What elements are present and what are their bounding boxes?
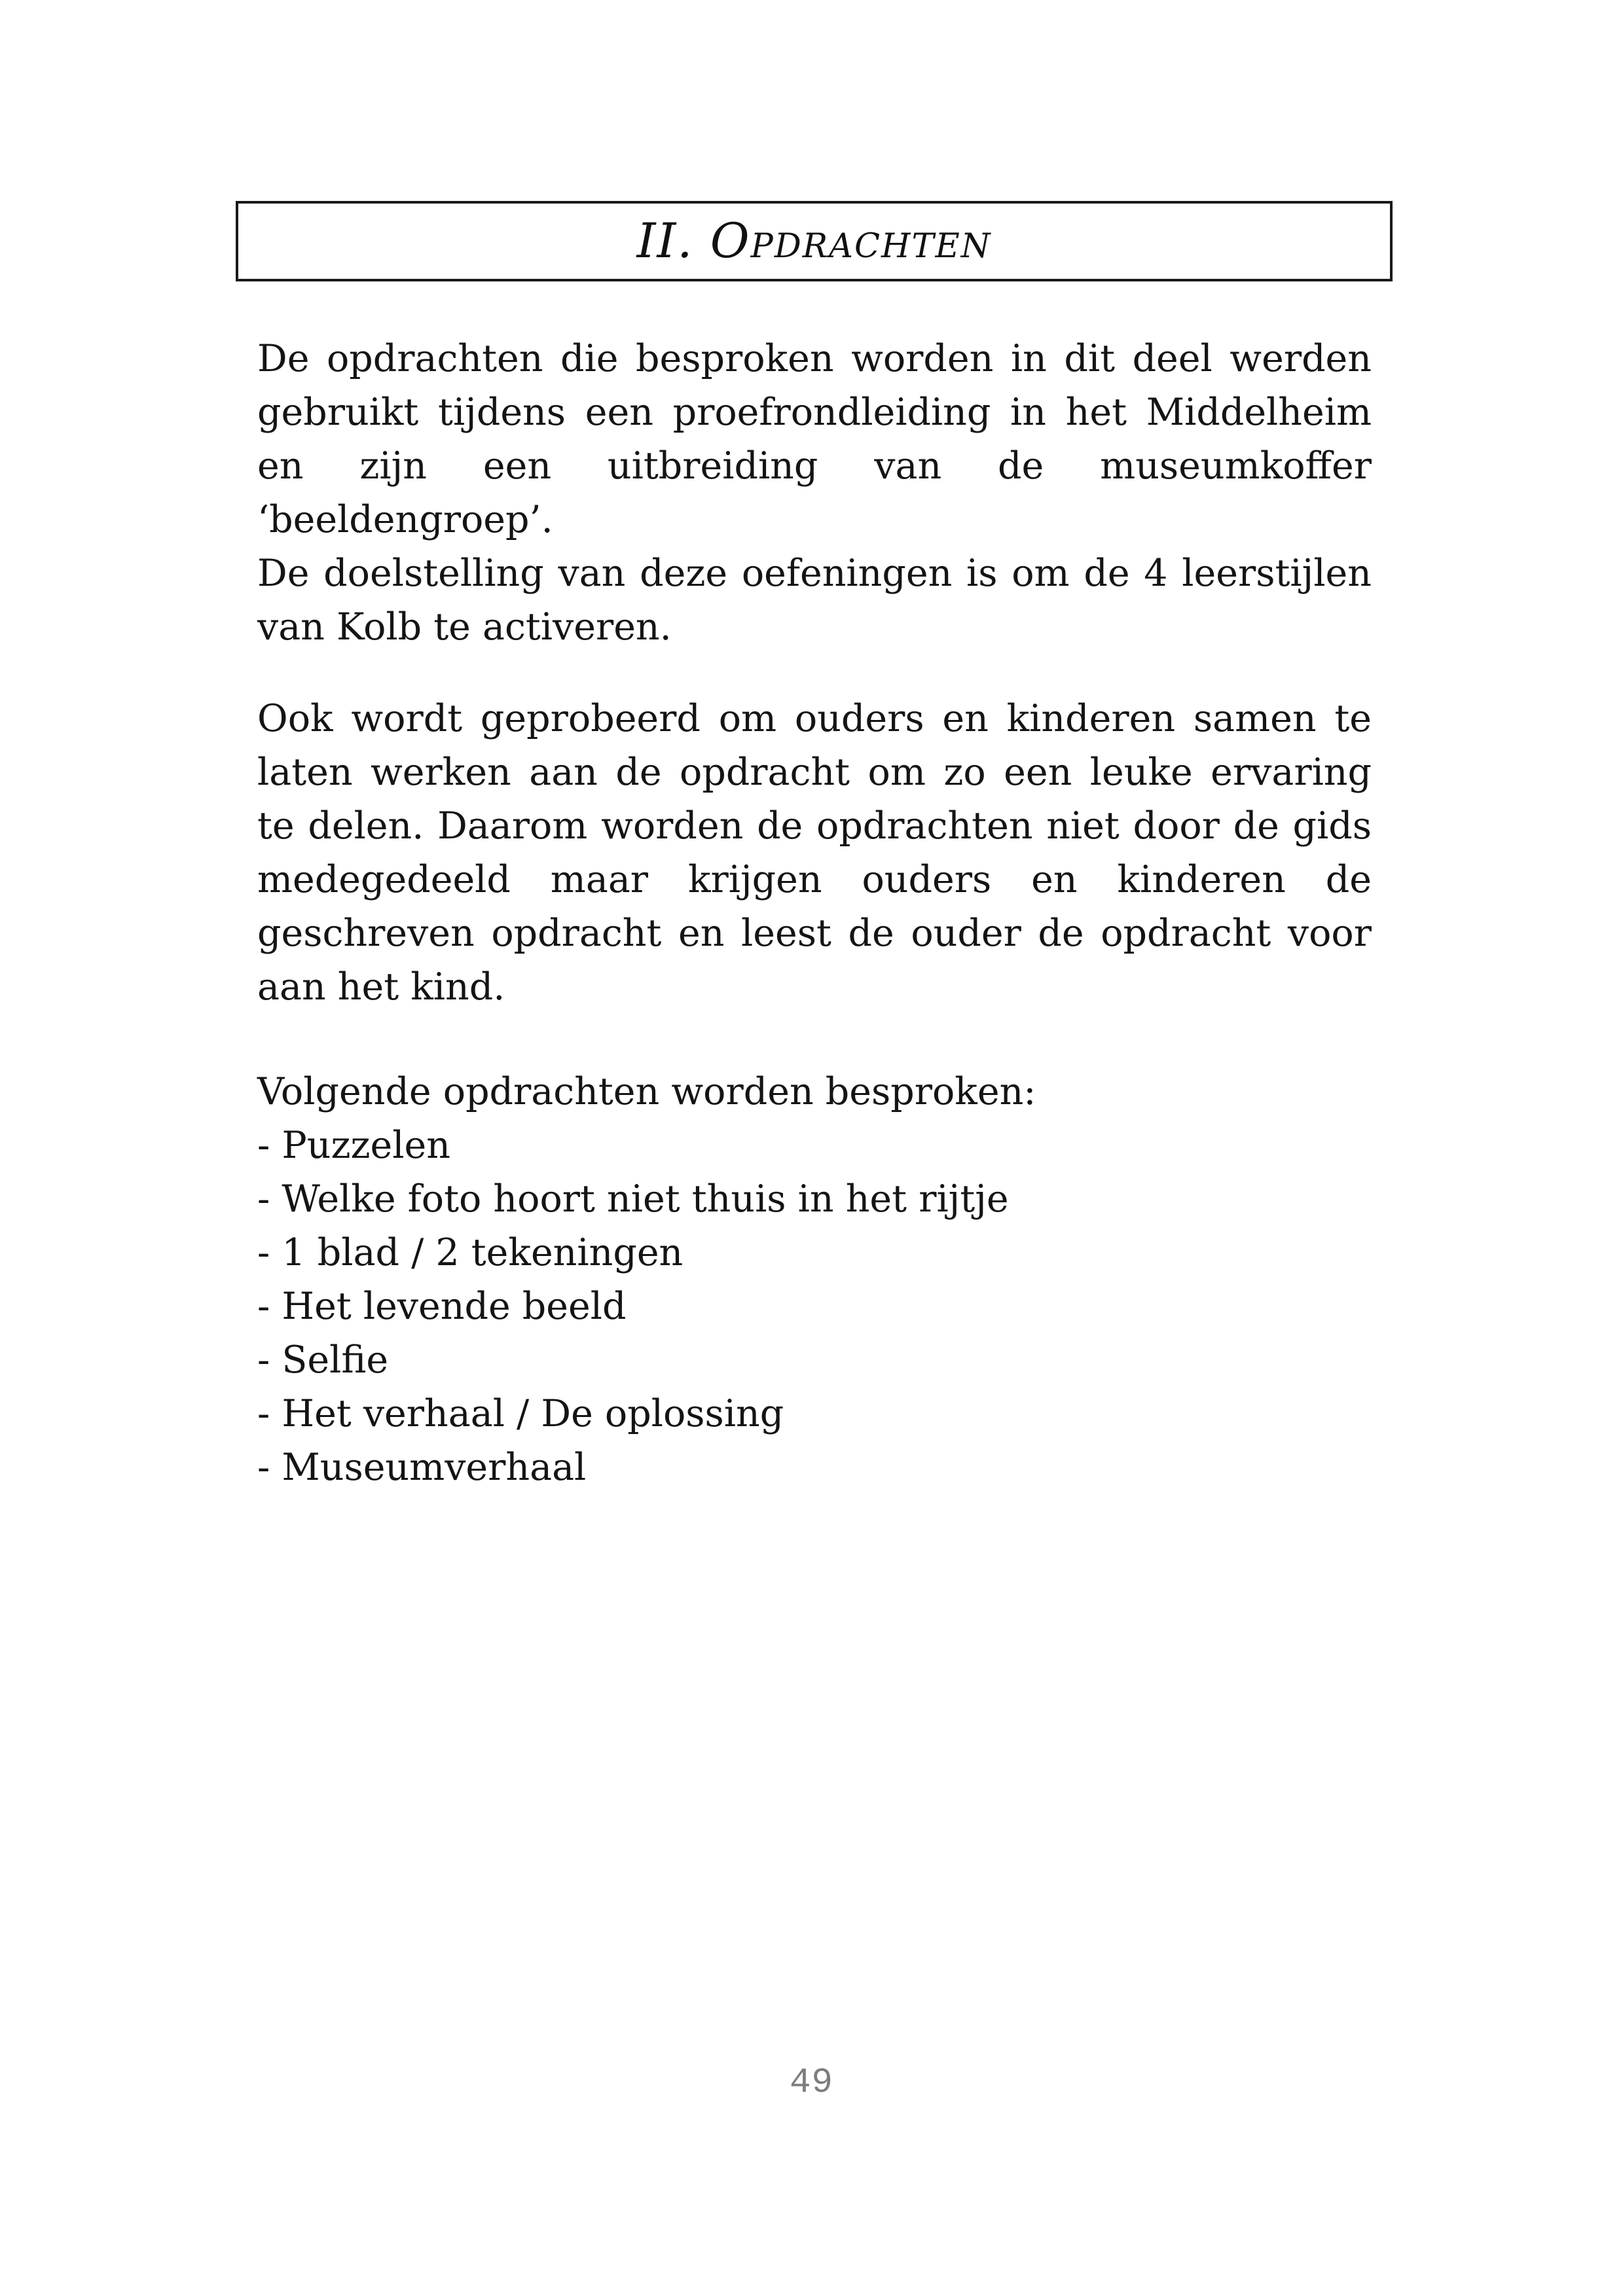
text-line: en zijn een uitbreiding van de museumkoffer: [257, 444, 1372, 488]
paragraph-intro: [257, 332, 1372, 654]
text-line: aan het kind.: [257, 965, 505, 1009]
list-item: - Museumverhaal: [257, 1446, 587, 1489]
list-item: - Welke foto hoort niet thuis in het rijtje: [257, 1177, 1009, 1221]
list-item: - Selfie: [257, 1338, 389, 1382]
section-title: II. Opdrachten: [636, 213, 992, 269]
text-line: De doelstelling van deze oefeningen is om de 4 leerstijlen: [257, 552, 1372, 595]
list-item: - Het levende beeld: [257, 1285, 627, 1328]
text-line: geschreven opdracht en leest de ouder de opdracht voor: [257, 912, 1372, 955]
list-intro-line: Volgende opdrachten worden besproken:: [257, 1070, 1036, 1113]
list-item: - Puzzelen: [257, 1124, 450, 1167]
text-line: laten werken aan de opdracht om zo een leuke ervaring: [257, 751, 1372, 794]
body-content: [257, 332, 1372, 1494]
assignments-list: [257, 1065, 1372, 1494]
text-line: De opdrachten die besproken worden in dit deel werden: [257, 337, 1372, 380]
list-item: - 1 blad / 2 tekeningen: [257, 1231, 684, 1274]
page-number: 49: [790, 2063, 833, 2103]
text-line: ‘beeldengroep’.: [257, 498, 553, 541]
text-line: medegedeeld maar krijgen ouders en kinderen de: [257, 858, 1372, 901]
text-line: te delen. Daarom worden de opdrachten niet door de gids: [257, 804, 1372, 848]
text-line: Ook wordt geprobeerd om ouders en kinderen samen te: [257, 697, 1372, 740]
section-title-box: [236, 201, 1393, 281]
list-item: - Het verhaal / De oplossing: [257, 1392, 784, 1435]
text-line: van Kolb te activeren.: [257, 605, 672, 649]
paragraph-parents-children: [257, 692, 1372, 1014]
text-line: gebruikt tijdens een proefrondleiding in het Middelheim: [257, 391, 1372, 434]
